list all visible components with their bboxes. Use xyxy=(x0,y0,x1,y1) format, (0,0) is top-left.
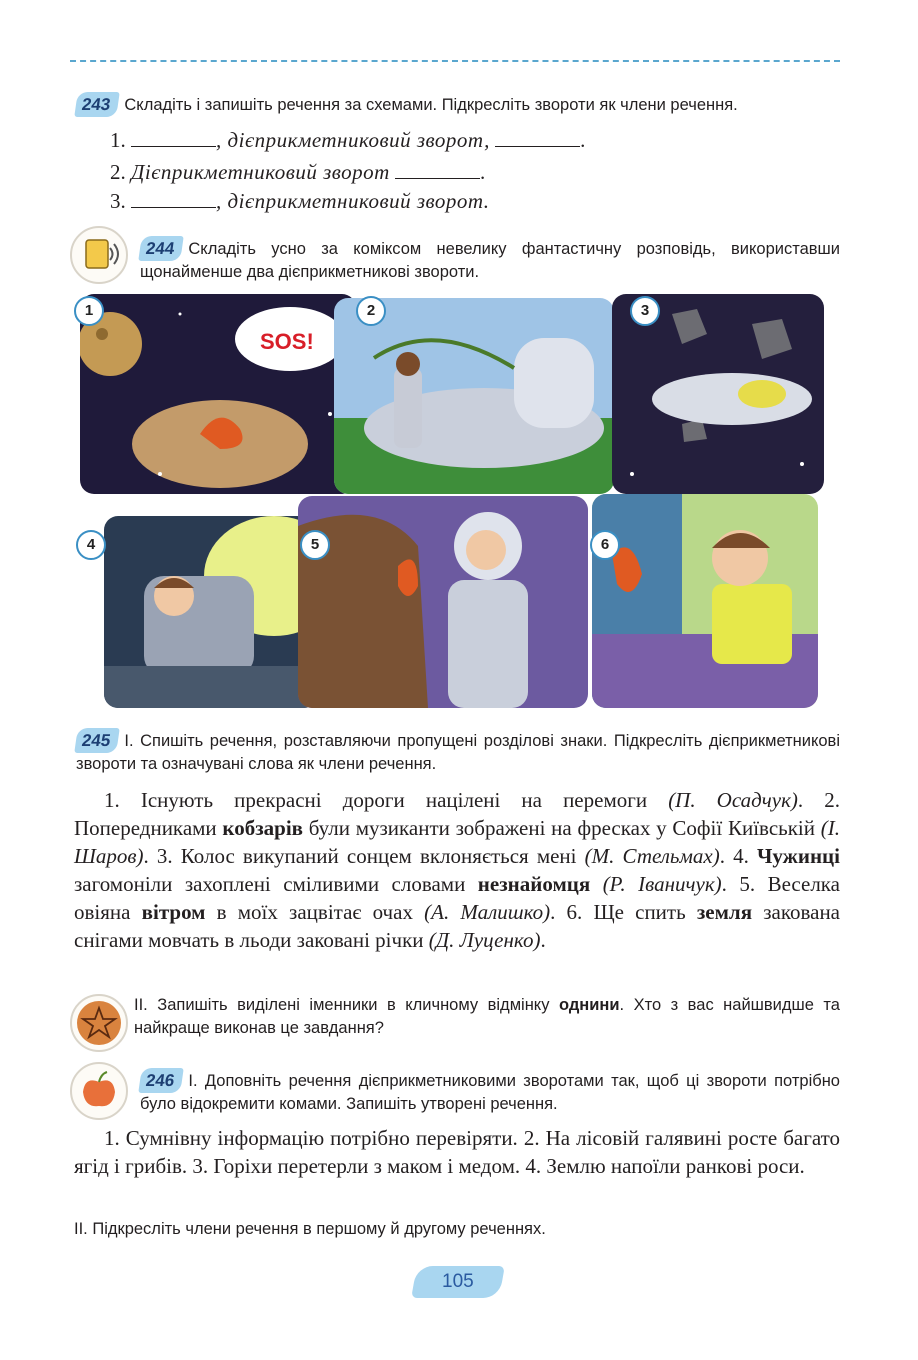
blank-line xyxy=(395,160,480,179)
scheme-number: 3. xyxy=(110,189,126,213)
task-246-header xyxy=(140,1068,840,1116)
comic-panel-4 xyxy=(104,516,318,708)
scheme-text: , дієприкметниковий зворот. xyxy=(216,189,490,213)
panel-number: 4 xyxy=(76,530,106,560)
sos-text: SOS! xyxy=(260,329,314,354)
task-245-header xyxy=(76,728,840,776)
task-246-part2: ІІ. Підкресліть члени речення в першому й другому реченнях. xyxy=(74,1220,546,1238)
scheme-text: , дієприкметниковий зворот, xyxy=(216,128,490,152)
blank-line xyxy=(495,128,580,147)
task-244-text: Складіть усно за коміксом невелику фантастичну розповідь, використавши щонайменше два дієприкметникові звороти. xyxy=(140,240,840,281)
scheme-end: . xyxy=(480,160,486,184)
comic-panel-1 xyxy=(80,294,356,494)
scheme-line-1 xyxy=(110,126,585,154)
task-245-part2: ІІ. Запишіть виділені іменники в кличному відмінку однини. Хто з вас найшвидше та найкраще виконав це завдання? xyxy=(134,996,840,1037)
scheme-line-2 xyxy=(110,158,485,186)
task-243-text: Складіть і запишіть речення за схемами. Підкресліть звороти як члени речення. xyxy=(124,96,738,114)
scheme-end: . xyxy=(580,128,586,152)
task-number-badge: 246 xyxy=(138,1068,184,1093)
panel-number: 2 xyxy=(356,296,386,326)
panel-number: 6 xyxy=(590,530,620,560)
apple-icon xyxy=(70,1062,128,1120)
scheme-number: 2. xyxy=(110,160,126,184)
task-246-intro: І. Доповніть речення дієприкметниковими зворотами так, щоб ці звороти потрібно було відокремити комами. Запишіть утворені речення. xyxy=(140,1072,840,1113)
comic-panel-2 xyxy=(334,298,614,494)
top-dashed-divider xyxy=(70,60,840,62)
scheme-number: 1. xyxy=(110,128,126,152)
task-number-badge: 243 xyxy=(74,92,120,117)
blank-line xyxy=(131,128,216,147)
task-243-header xyxy=(76,92,840,117)
page-number: 105 xyxy=(411,1266,505,1298)
task-number-badge: 245 xyxy=(74,728,120,753)
task-246-sentences: 1. Сумнівну інформацію потрібно перевіряти. 2. На лісовій галявині росте багато ягід і грибів. 3. Горіхи перетерли з маком і медом. 4. Землю напоїли ранкові роси. xyxy=(74,1126,840,1178)
task-245-sentences: 1. Існують прекрасні дороги націлені на перемоги (П. Осадчук). 2. Попередниками кобзарів були музиканти зображені на фресках у Софії Київській (І. Шаров). 3. Колос викупаний сонцем вклоняється мені (М. Стельмах). 4. Чужинці загомоніли захоплені сміливими словами незнайомця (Р. Іваничук). 5. Веселка овіяна вітром в моїх зацвітає очах (А. Малишко). 6. Ще спить земля закована снігами мовчать в льоди заковані річки (Д. Луценко). xyxy=(74,788,841,952)
task-245-intro: І. Спишіть речення, розставляючи пропущені розділові знаки. Підкресліть дієприкметникові звороти та означувані слова як члени речення. xyxy=(76,732,840,773)
scheme-text: Дієприкметниковий зворот xyxy=(131,160,390,184)
panel-number: 1 xyxy=(74,296,104,326)
scheme-line-3 xyxy=(110,187,490,215)
blank-line xyxy=(131,189,216,208)
panel-number: 3 xyxy=(630,296,660,326)
speaking-icon xyxy=(70,226,128,284)
star-icon xyxy=(70,994,128,1052)
panel-number: 5 xyxy=(300,530,330,560)
task-number-badge: 244 xyxy=(138,236,184,261)
task-244-header xyxy=(140,236,840,284)
comic-panel-5 xyxy=(298,496,588,708)
comic-panel-6 xyxy=(592,494,818,708)
